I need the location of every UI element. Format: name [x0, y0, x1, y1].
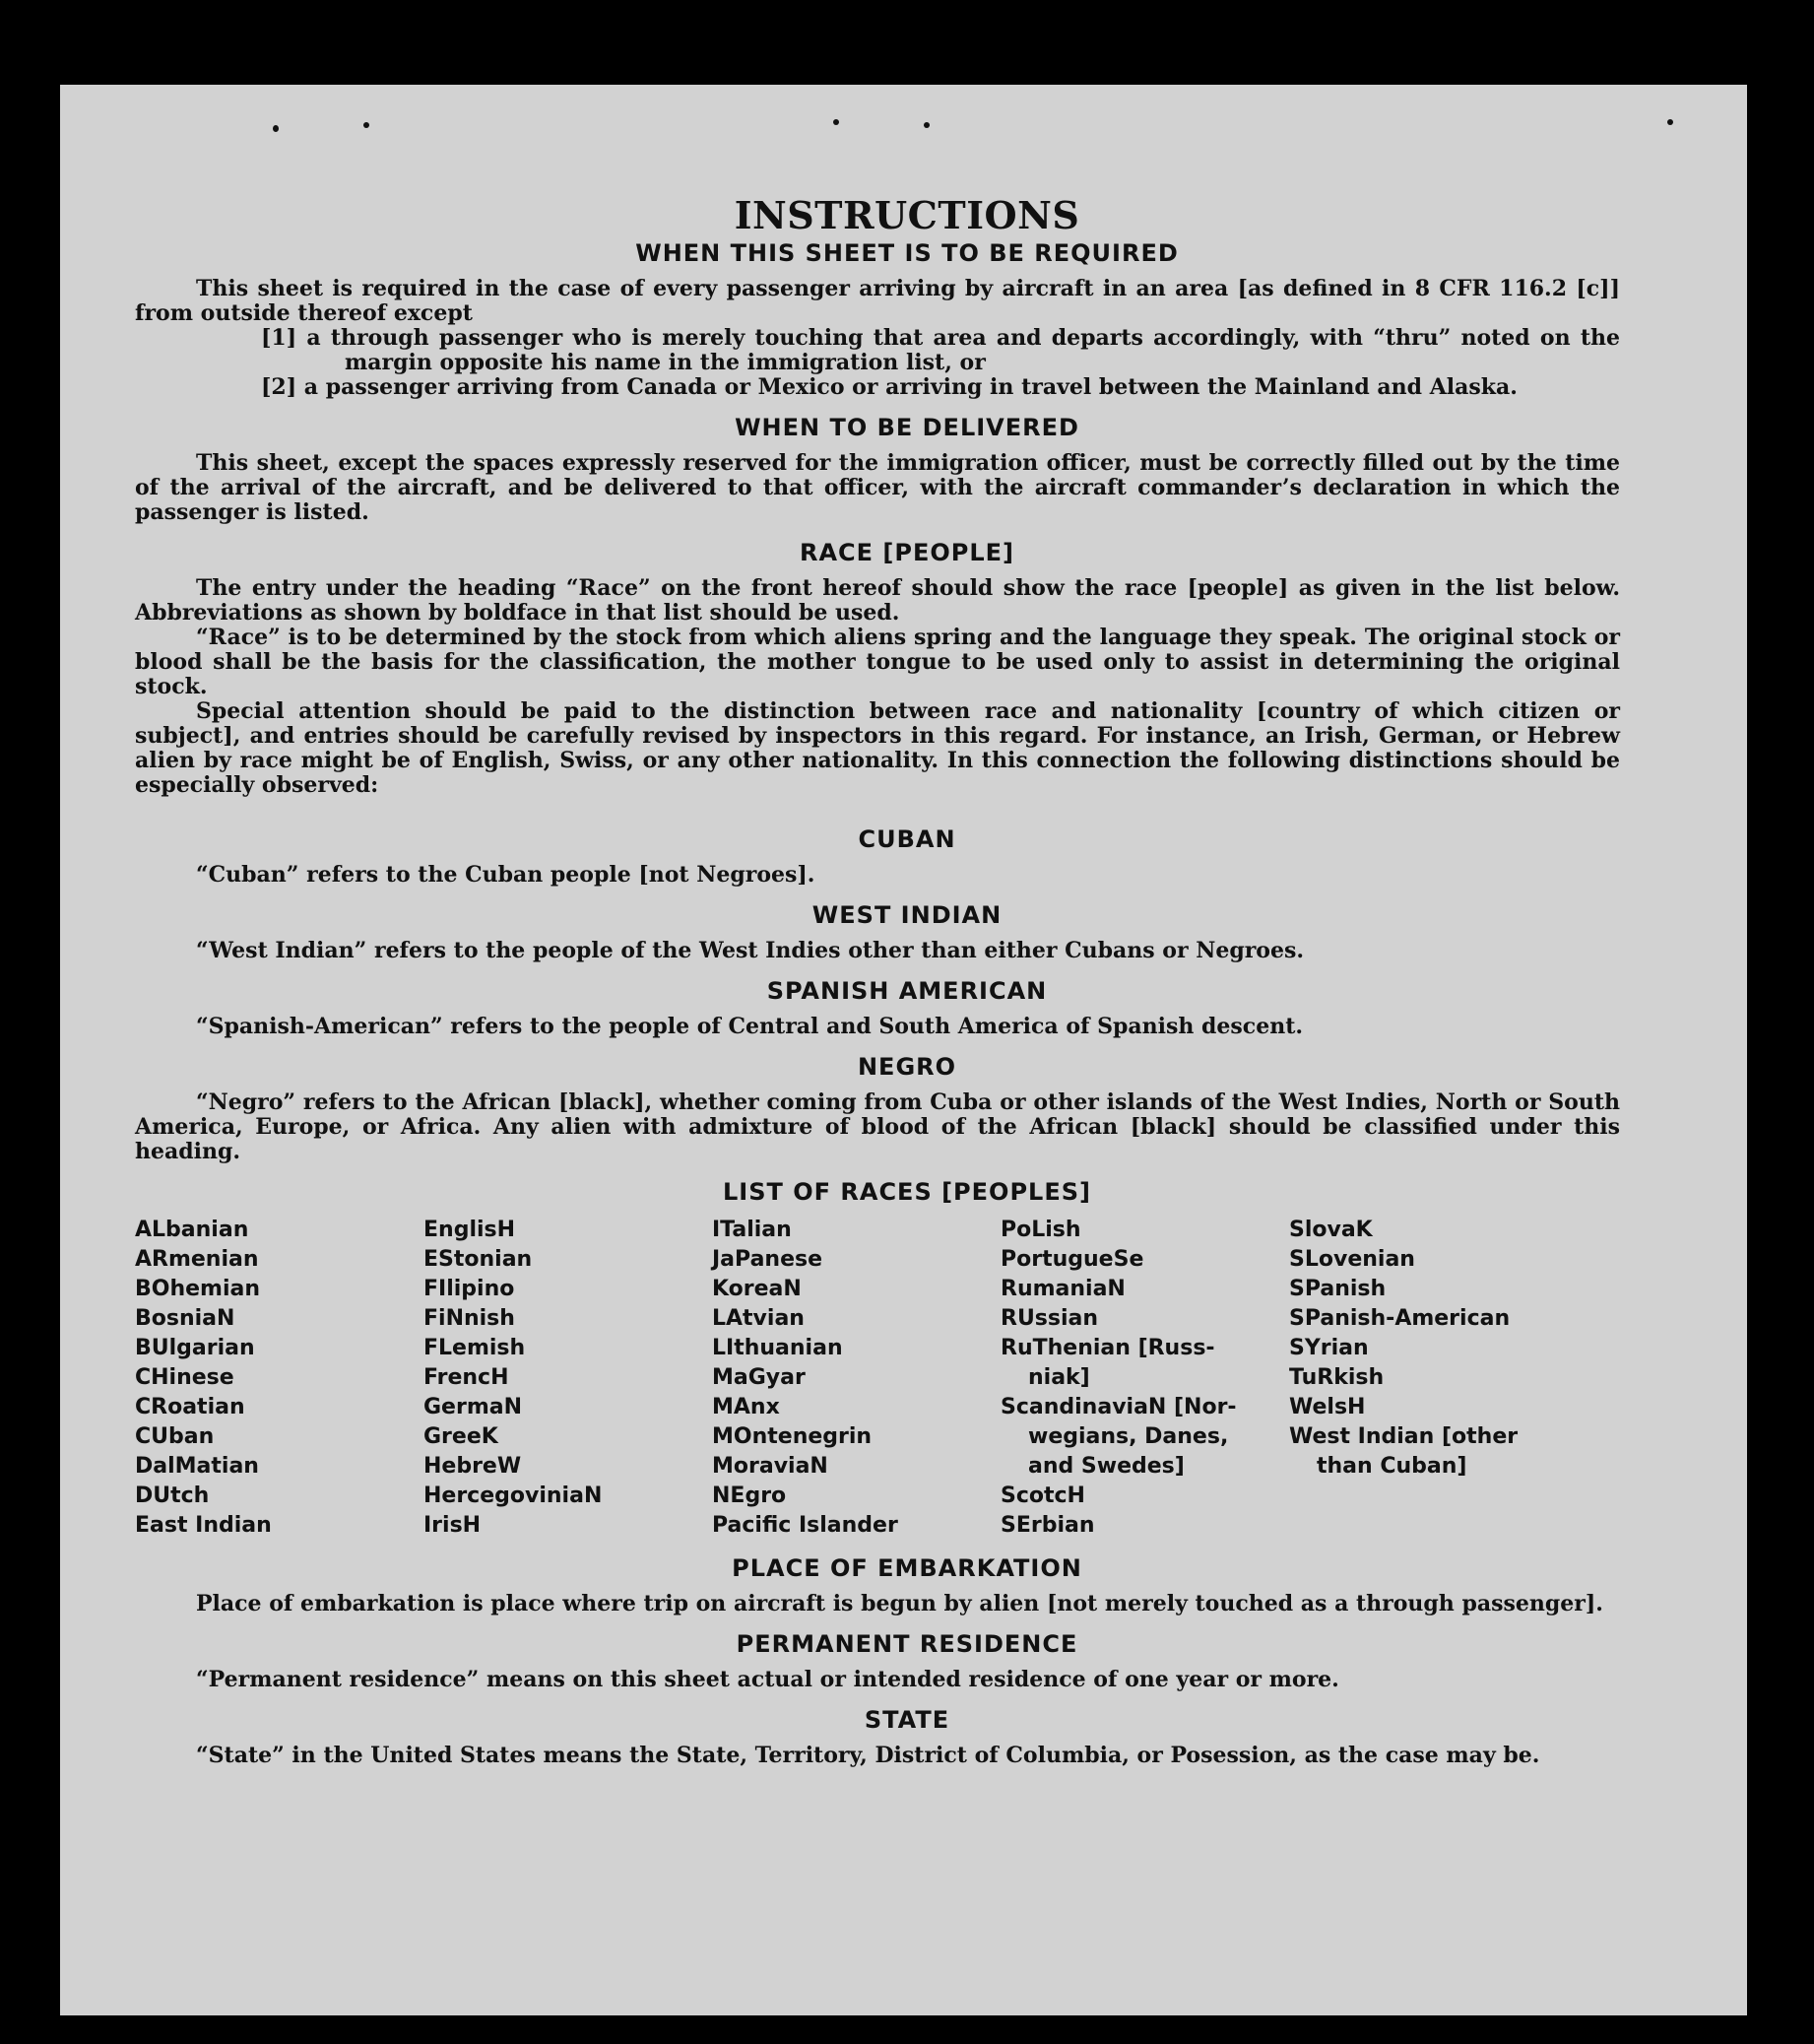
- race-item: FLemish: [423, 1336, 526, 1360]
- heading-when-required: WHEN THIS SHEET IS TO BE REQUIRED: [635, 239, 1179, 267]
- race-item: WelsH: [1289, 1395, 1366, 1419]
- residence-text: “Permanent residence” means on this sheet actual or intended residence of one year or more.: [196, 1667, 1339, 1692]
- race-item: ScandinaviaN [Nor-: [1001, 1395, 1237, 1419]
- race-item: MoraviaN: [712, 1454, 828, 1479]
- heading-when-delivered: WHEN TO BE DELIVERED: [735, 414, 1079, 441]
- race-list: [135, 1216, 1620, 1541]
- race-column-2: [423, 1216, 712, 1541]
- heading-state: STATE: [864, 1706, 950, 1734]
- race-item: BUlgarian: [135, 1336, 255, 1360]
- heading-place-of-embarkation: PLACE OF EMBARKATION: [732, 1554, 1082, 1582]
- race-item-continuation: wegians, Danes,: [1028, 1424, 1229, 1449]
- negro-text: “Negro” refers to the African [black], whether coming from Cuba or other islands of the West Indies, North or South America, Europe, or Africa. Any alien with admixture of blood of the African [black] should be classified under this heading.: [135, 1089, 1620, 1164]
- heading-cuban: CUBAN: [858, 825, 956, 853]
- race-item: SYrian: [1289, 1336, 1369, 1360]
- spanish-american-text: “Spanish-American” refers to the people of Central and South America of Spanish descent.: [196, 1014, 1304, 1039]
- race-item: EStonian: [423, 1247, 533, 1272]
- race-paragraph-1: The entry under the heading “Race” on the front hereof should show the race [people] as given in the list below. Abbreviations as shown by boldface in that list should be used.: [135, 575, 1620, 626]
- heading-list-of-races: LIST OF RACES [PEOPLES]: [723, 1178, 1091, 1206]
- ink-speck: [924, 122, 930, 128]
- race-item: LIthuanian: [712, 1336, 843, 1360]
- race-item: FrencH: [423, 1365, 509, 1390]
- heading-negro: NEGRO: [857, 1053, 957, 1081]
- race-item: BosniaN: [135, 1306, 235, 1331]
- race-item: RUssian: [1001, 1306, 1099, 1331]
- race-item: ITalian: [712, 1218, 792, 1242]
- ink-speck: [1667, 119, 1673, 125]
- west-indian-text: “West Indian” refers to the people of the West Indies other than either Cubans or Negroes.: [196, 938, 1305, 963]
- race-item: SlovaK: [1289, 1218, 1373, 1242]
- race-item: MOntenegrin: [712, 1424, 873, 1449]
- when-delivered-text: This sheet, except the spaces expressly reserved for the immigration officer, must be correctly filled out by the time of the arrival of the aircraft, and be delivered to that officer, with the aircraft commander’s declaration in which the passenger is listed.: [135, 450, 1620, 525]
- race-item: CUban: [135, 1424, 215, 1449]
- ink-speck: [833, 119, 839, 125]
- race-item: DUtch: [135, 1484, 210, 1508]
- race-item: SPanish-American: [1289, 1306, 1511, 1331]
- state-text: “State” in the United States means the State, Territory, District of Columbia, or Posession, as the case may be.: [196, 1743, 1540, 1768]
- race-item: IrisH: [423, 1513, 482, 1538]
- race-item: GreeK: [423, 1424, 498, 1449]
- race-item: Pacific Islander: [712, 1513, 898, 1538]
- race-column-5: [1289, 1216, 1578, 1541]
- race-item: FIlipino: [423, 1277, 515, 1301]
- race-item-continuation: niak]: [1028, 1365, 1090, 1390]
- race-item: JaPanese: [712, 1247, 823, 1272]
- race-item: SPanish: [1289, 1277, 1387, 1301]
- race-item-continuation: than Cuban]: [1317, 1454, 1467, 1479]
- race-item: ALbanian: [135, 1218, 249, 1242]
- race-item: ARmenian: [135, 1247, 259, 1272]
- race-item: PoLish: [1001, 1218, 1081, 1242]
- race-item: EnglisH: [423, 1218, 516, 1242]
- heading-west-indian: WEST INDIAN: [811, 901, 1003, 929]
- race-column-1: [135, 1216, 423, 1541]
- race-item: PortugueSe: [1001, 1247, 1144, 1272]
- race-item: KoreaN: [712, 1277, 802, 1301]
- race-item: ScotcH: [1001, 1484, 1085, 1508]
- heading-permanent-residence: PERMANENT RESIDENCE: [736, 1630, 1078, 1658]
- race-item-continuation: and Swedes]: [1028, 1454, 1185, 1479]
- race-item: HercegoviniaN: [423, 1484, 603, 1508]
- ink-speck: [363, 122, 369, 128]
- race-item: RumaniaN: [1001, 1277, 1126, 1301]
- race-item: DalMatian: [135, 1454, 259, 1479]
- race-item: CRoatian: [135, 1395, 245, 1419]
- embarkation-text: Place of embarkation is place where trip on aircraft is begun by alien [not merely touched as a through passenger].: [196, 1591, 1603, 1616]
- race-item: SErbian: [1001, 1513, 1095, 1538]
- race-item: SLovenian: [1289, 1247, 1415, 1272]
- document-page: [60, 85, 1747, 2015]
- page-title: INSTRUCTIONS: [734, 193, 1080, 237]
- race-item: LAtvian: [712, 1306, 805, 1331]
- race-item: NEgro: [712, 1484, 787, 1508]
- exception-item-2: [2] a passenger arriving from Canada or Mexico or arriving in travel between the Mainland and Alaska.: [261, 374, 1518, 400]
- race-item: HebreW: [423, 1454, 522, 1479]
- race-item: MaGyar: [712, 1365, 806, 1390]
- race-item: West Indian [other: [1289, 1424, 1519, 1449]
- race-item: TuRkish: [1289, 1365, 1385, 1390]
- race-item: MAnx: [712, 1395, 780, 1419]
- heading-spanish-american: SPANISH AMERICAN: [766, 977, 1048, 1005]
- race-item: CHinese: [135, 1365, 234, 1390]
- race-item: FiNnish: [423, 1306, 515, 1331]
- race-paragraph-3: Special attention should be paid to the distinction between race and nationality [country of which citizen or subject], and entries should be carefully revised by inspectors in this regard. For instance, an Irish, German, or Hebrew alien by race might be of English, Swiss, or any other nationality. In this connection the following distinctions should be especially observed:: [135, 698, 1620, 798]
- race-column-4: [1001, 1216, 1289, 1541]
- race-item: RuThenian [Russ-: [1001, 1336, 1215, 1360]
- race-item: East Indian: [135, 1513, 272, 1538]
- when-required-intro: This sheet is required in the case of every passenger arriving by aircraft in an area [as defined in 8 CFR 116.2 [c]] from outside thereof except: [135, 276, 1620, 326]
- exception-item-1: [1] a through passenger who is merely touching that area and departs accordingly, with “thru” noted on the margin opposite his name in the immigration list, or: [261, 325, 1620, 375]
- race-item: GermaN: [423, 1395, 523, 1419]
- race-item: BOhemian: [135, 1277, 261, 1301]
- heading-race: RACE [PEOPLE]: [799, 539, 1015, 566]
- race-paragraph-2: “Race” is to be determined by the stock from which aliens spring and the language they speak. The original stock or blood shall be the basis for the classification, the mother tongue to be used only to assist in determining the original stock.: [135, 625, 1620, 699]
- race-column-3: [712, 1216, 1001, 1541]
- cuban-text: “Cuban” refers to the Cuban people [not Negroes].: [196, 862, 815, 888]
- ink-speck: [273, 125, 279, 132]
